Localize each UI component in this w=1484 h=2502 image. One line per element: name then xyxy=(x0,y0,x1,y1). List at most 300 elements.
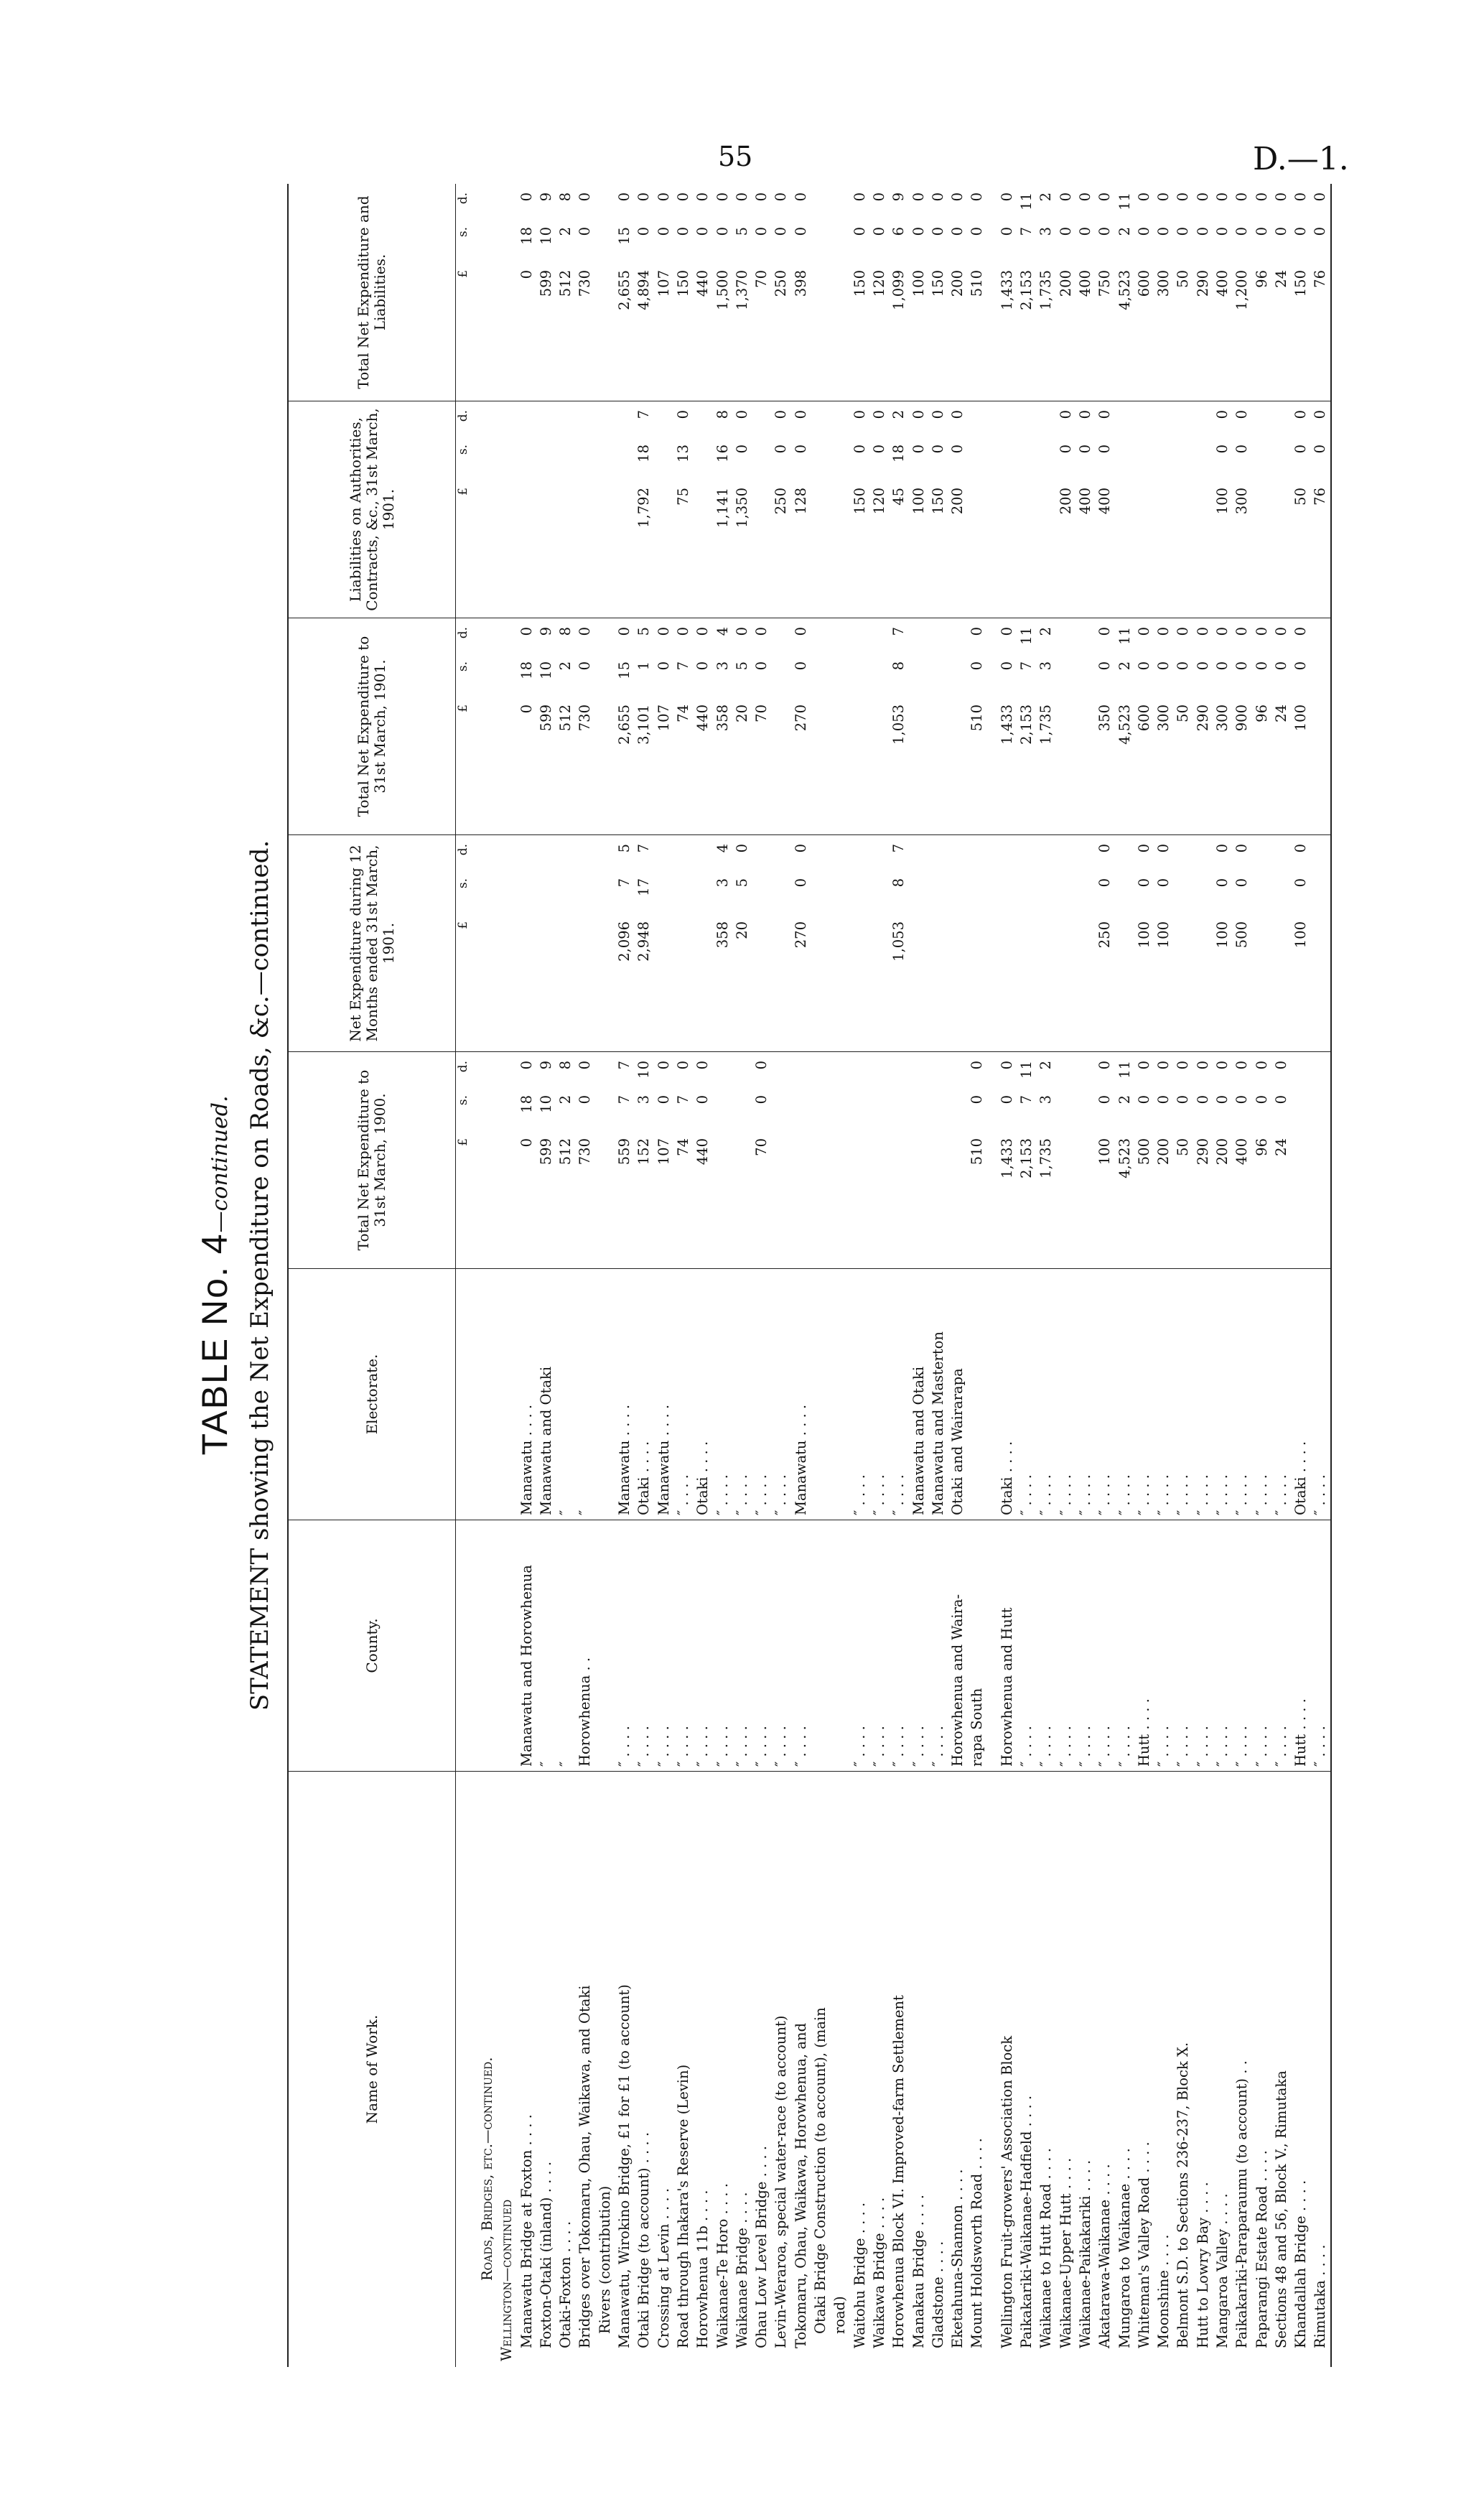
amount-part: 0 xyxy=(1213,878,1231,888)
amount-value xyxy=(1213,1061,1232,1217)
amount-part: 0 xyxy=(1096,1061,1114,1070)
amount-cell xyxy=(1173,184,1193,401)
amount-cell xyxy=(1193,834,1213,1051)
amount-value xyxy=(928,1061,948,1217)
amount-part: 0 xyxy=(635,192,653,202)
electorate-cell xyxy=(987,1268,997,1520)
amount-part: 0 xyxy=(773,192,790,202)
amount-cell xyxy=(909,401,928,618)
amount-part: 6 xyxy=(890,227,907,236)
amount-part: 0 xyxy=(792,844,809,853)
amount-value xyxy=(997,1061,1017,1217)
amount-cell xyxy=(1252,401,1271,618)
amount-value xyxy=(1271,192,1291,349)
amount-part: 1,370 xyxy=(733,270,750,310)
amount-part: 512 xyxy=(557,704,574,732)
units-blank-cell xyxy=(456,1268,477,1520)
table-row xyxy=(634,184,653,2367)
amount-cell xyxy=(869,834,889,1051)
table-row xyxy=(850,184,869,2367)
amount-part: 0 xyxy=(910,410,927,419)
amount-part: 2 xyxy=(557,1095,574,1104)
unit-pound: £ xyxy=(456,1138,470,1146)
amount-value xyxy=(1271,844,1291,1000)
amount-part: 0 xyxy=(1233,227,1251,236)
county-cell: ″ . . . . xyxy=(732,1520,752,1771)
work-name-cell: Wellington Fruit-growers' Association Block xyxy=(997,1771,1017,2367)
amount-part: 0 xyxy=(733,844,750,853)
work-name-cell: Waikanae-Te Horo . . . . xyxy=(713,1771,732,2367)
amount-part: 290 xyxy=(1194,704,1211,732)
amount-value xyxy=(791,192,811,349)
amount-cell xyxy=(1036,834,1055,1051)
amount-part: 0 xyxy=(518,704,535,714)
amount-part: 3 xyxy=(635,1095,653,1104)
amount-part: 0 xyxy=(674,410,691,419)
amount-cell xyxy=(997,184,1017,401)
amount-value xyxy=(595,627,615,783)
amount-value xyxy=(1036,627,1055,783)
amount-value xyxy=(673,627,693,783)
amount-part: 1,792 xyxy=(635,488,653,528)
work-name-cell: Crossing at Levin . . . . xyxy=(654,1771,673,2367)
amount-value xyxy=(713,1061,732,1217)
amount-cell xyxy=(1291,184,1310,401)
amount-value xyxy=(889,844,908,1000)
amount-part: 300 xyxy=(1233,488,1251,515)
amount-value xyxy=(1134,844,1154,1000)
amount-part: 1,735 xyxy=(1037,704,1055,745)
county-cell: ″ . . . . xyxy=(1232,1520,1251,1771)
amount-cell xyxy=(909,184,928,401)
table-title xyxy=(194,184,235,2367)
amount-cell xyxy=(1115,834,1134,1051)
amount-cell xyxy=(1134,401,1154,618)
amount-part: 18 xyxy=(518,1095,535,1113)
county-cell: ″ . . . . xyxy=(1213,1520,1232,1771)
work-name-cell: Mangaroa Valley . . . . xyxy=(1213,1771,1232,2367)
amount-part: 0 xyxy=(753,1061,770,1070)
amount-value xyxy=(1056,410,1075,567)
amount-value xyxy=(732,192,752,349)
amount-value xyxy=(517,410,536,567)
county-cell: ″ . . . . xyxy=(791,1520,811,1771)
amount-part: 100 xyxy=(1213,488,1231,515)
amount-part: 10 xyxy=(537,227,554,245)
table-title-main: TABLE No. 4 xyxy=(195,1232,235,1456)
amount-cell xyxy=(1115,618,1134,834)
amount-cell xyxy=(497,1051,516,1268)
header-name-of-work: Name of Work. xyxy=(289,1771,455,2367)
electorate-cell: ″ . . . . xyxy=(1213,1268,1232,1520)
amount-cell xyxy=(889,1051,908,1268)
amount-value xyxy=(556,627,575,783)
amount-part: 0 xyxy=(577,1061,594,1070)
amount-cell xyxy=(811,834,830,1051)
amount-part: 3 xyxy=(1037,227,1055,236)
amount-cell xyxy=(1115,401,1134,618)
amount-value xyxy=(1193,1061,1213,1217)
amount-cell xyxy=(830,618,849,834)
amount-value xyxy=(1036,844,1055,1000)
amount-cell xyxy=(1271,618,1291,834)
amount-value xyxy=(497,410,516,567)
amount-part: 750 xyxy=(1096,270,1114,297)
unit-pound: £ xyxy=(456,488,470,496)
table-row xyxy=(948,184,967,2367)
amount-value xyxy=(850,844,869,1000)
work-name-cell: Waikanae to Hutt Road . . . . xyxy=(1036,1771,1055,2367)
amount-part: 0 xyxy=(1233,661,1251,671)
amount-cell xyxy=(615,618,634,834)
county-cell: ″ . . . . xyxy=(1154,1520,1173,1771)
amount-part: 0 xyxy=(910,227,927,236)
work-name-cell: Waikanae-Upper Hutt . . . . xyxy=(1056,1771,1075,2367)
amount-part: 2,096 xyxy=(616,921,633,962)
electorate-cell: ″ . . . . xyxy=(1232,1268,1251,1520)
amount-cell xyxy=(752,184,771,401)
amount-value xyxy=(693,192,712,349)
amount-cell xyxy=(634,618,653,834)
amount-part: 2 xyxy=(557,227,574,236)
amount-value xyxy=(997,410,1017,567)
amount-part: 150 xyxy=(929,488,946,515)
amount-cell xyxy=(1291,834,1310,1051)
unit-pence: d. xyxy=(456,844,470,856)
amount-part: 0 xyxy=(949,445,966,454)
amount-value xyxy=(575,627,594,783)
county-cell: ″ . . . . xyxy=(1095,1520,1114,1771)
amount-cell xyxy=(1056,184,1075,401)
amount-part: 0 xyxy=(753,192,770,202)
amount-part: 8 xyxy=(890,878,907,888)
amount-part: 100 xyxy=(1213,921,1231,949)
amount-value xyxy=(517,192,536,349)
amount-value xyxy=(517,627,536,783)
amount-cell xyxy=(1154,184,1173,401)
amount-part: 599 xyxy=(537,1138,554,1166)
county-cell xyxy=(811,1520,830,1771)
amount-value xyxy=(1115,844,1134,1000)
amount-cell xyxy=(654,834,673,1051)
amount-part: 0 xyxy=(1135,661,1152,671)
amount-cell xyxy=(1095,184,1114,401)
electorate-cell: Otaki . . . . xyxy=(1291,1268,1310,1520)
amount-part: 290 xyxy=(1194,270,1211,297)
amount-part: 0 xyxy=(1155,661,1172,671)
amount-value xyxy=(1095,1061,1114,1217)
amount-value xyxy=(830,627,849,783)
amount-value xyxy=(987,192,997,349)
amount-part: 7 xyxy=(674,1095,691,1104)
electorate-cell: Otaki . . . . xyxy=(693,1268,712,1520)
amount-cell xyxy=(536,618,556,834)
amount-part: 0 xyxy=(1292,445,1310,454)
amount-part: 7 xyxy=(616,1095,633,1104)
amount-cell xyxy=(869,184,889,401)
amount-part: 0 xyxy=(694,627,711,636)
table-row xyxy=(987,184,997,2367)
amount-value xyxy=(948,192,967,349)
amount-value xyxy=(967,844,986,1000)
amount-cell xyxy=(791,834,811,1051)
amount-cell xyxy=(1252,184,1271,401)
header-liabilities: Liabilities on Authorities, Contracts, &c., 31st March, 1901. xyxy=(289,401,455,618)
amount-cell xyxy=(752,834,771,1051)
amount-cell xyxy=(1291,401,1310,618)
amount-part: 45 xyxy=(890,488,907,506)
amount-part: 0 xyxy=(674,227,691,236)
amount-cell xyxy=(948,401,967,618)
amount-part: 250 xyxy=(773,488,790,515)
amount-part: 18 xyxy=(518,661,535,679)
amount-value xyxy=(889,410,908,567)
amount-cell xyxy=(615,1051,634,1268)
amount-value xyxy=(634,1061,653,1217)
amount-cell xyxy=(1017,401,1036,618)
amount-value xyxy=(1193,410,1213,567)
county-cell: Manawatu and Horowhenua xyxy=(517,1520,536,1771)
amount-value xyxy=(1310,1061,1330,1217)
amount-value xyxy=(477,410,497,567)
amount-part: 0 xyxy=(949,410,966,419)
amount-part: 20 xyxy=(733,704,750,722)
amount-cell xyxy=(1056,834,1075,1051)
amount-part: 250 xyxy=(1096,921,1114,949)
amount-cell xyxy=(477,834,497,1051)
amount-part: 96 xyxy=(1253,270,1270,288)
amount-value xyxy=(1134,192,1154,349)
amount-cell xyxy=(987,834,997,1051)
amount-part: 0 xyxy=(1175,1095,1192,1104)
amount-part: 400 xyxy=(1076,488,1093,515)
county-cell xyxy=(477,1520,497,1771)
amount-part: 0 xyxy=(674,1061,691,1070)
table-row xyxy=(1017,184,1036,2367)
amount-part: 0 xyxy=(792,227,809,236)
amount-part: 1,141 xyxy=(714,488,731,528)
amount-part: 0 xyxy=(1253,227,1270,236)
amount-cell xyxy=(693,618,712,834)
amount-part: 5 xyxy=(733,878,750,888)
table-row xyxy=(556,184,575,2367)
amount-value xyxy=(1017,410,1036,567)
table-row xyxy=(1134,184,1154,2367)
amount-part: 200 xyxy=(1057,488,1074,515)
amount-value xyxy=(1154,1061,1173,1217)
amount-cell xyxy=(1075,834,1095,1051)
amount-cell xyxy=(1017,1051,1036,1268)
amount-cell xyxy=(928,1051,948,1268)
amount-part: 10 xyxy=(537,661,554,679)
amount-value xyxy=(997,627,1017,783)
amount-part: 7 xyxy=(616,1061,633,1070)
amount-cell xyxy=(1095,618,1114,834)
amount-cell xyxy=(1134,184,1154,401)
amount-value xyxy=(948,627,967,783)
amount-value xyxy=(1154,627,1173,783)
table-subtitle: STATEMENT showing the Net Expenditure on Roads, &c.—continued. xyxy=(246,840,274,1711)
amount-cell xyxy=(497,618,516,834)
electorate-cell: ″ . . . . xyxy=(1134,1268,1154,1520)
amount-part: 0 xyxy=(1253,1095,1270,1104)
amount-part: 0 xyxy=(1155,192,1172,202)
amount-part: 100 xyxy=(910,488,927,515)
electorate-cell: ″ . . . . xyxy=(850,1268,869,1520)
amount-value xyxy=(575,844,594,1000)
amount-part: 0 xyxy=(998,627,1015,636)
header-county: County. xyxy=(289,1520,455,1771)
table-row xyxy=(1232,184,1251,2367)
amount-cell xyxy=(1310,834,1330,1051)
electorate-cell xyxy=(477,1268,497,1520)
amount-part: 0 xyxy=(1213,445,1231,454)
amount-part: 0 xyxy=(969,227,986,236)
amount-part: 0 xyxy=(694,1061,711,1070)
units-cell xyxy=(456,618,477,834)
table-row xyxy=(1310,184,1330,2367)
amount-part: 120 xyxy=(870,488,887,515)
amount-part: 0 xyxy=(1155,844,1172,853)
amount-cell xyxy=(1213,1051,1232,1268)
amount-value xyxy=(869,192,889,349)
amount-cell xyxy=(889,834,908,1051)
amount-value xyxy=(1095,627,1114,783)
amount-value xyxy=(1291,1061,1310,1217)
amount-value xyxy=(634,410,653,567)
amount-value xyxy=(615,844,634,1000)
amount-cell xyxy=(1193,618,1213,834)
amount-value xyxy=(1271,1061,1291,1217)
header-exp-1901: Total Net Expenditure to 31st March, 1901. xyxy=(289,618,455,834)
amount-value xyxy=(928,844,948,1000)
amount-cell xyxy=(1310,1051,1330,1268)
amount-value xyxy=(595,192,615,349)
amount-part: 0 xyxy=(1194,661,1211,671)
amount-part: 50 xyxy=(1292,488,1310,506)
work-name-cell: Otaki Bridge (to account) . . . . xyxy=(634,1771,653,2367)
amount-cell xyxy=(791,618,811,834)
amount-part: 0 xyxy=(1272,192,1289,202)
amount-cell xyxy=(850,401,869,618)
amount-part: 4 xyxy=(714,627,731,636)
amount-part: 0 xyxy=(1096,1095,1114,1104)
amount-part: 300 xyxy=(1155,270,1172,297)
amount-part: 0 xyxy=(929,445,946,454)
amount-value xyxy=(1154,192,1173,349)
amount-value xyxy=(536,844,556,1000)
table-row xyxy=(771,184,790,2367)
amount-part: 2,153 xyxy=(1018,1138,1035,1178)
amount-cell xyxy=(536,184,556,401)
table-row xyxy=(654,184,673,2367)
amount-part: 0 xyxy=(518,192,535,202)
amount-part: 0 xyxy=(998,1061,1015,1070)
table-row xyxy=(1056,184,1075,2367)
amount-cell xyxy=(1232,618,1251,834)
amount-part: 5 xyxy=(616,844,633,853)
amount-cell xyxy=(987,401,997,618)
amount-part: 0 xyxy=(1096,844,1114,853)
amount-cell xyxy=(713,184,732,401)
amount-part: 9 xyxy=(537,627,554,636)
amount-part: 7 xyxy=(890,844,907,853)
amount-cell xyxy=(791,1051,811,1268)
amount-cell xyxy=(997,618,1017,834)
county-cell: Horowhenua and Hutt xyxy=(997,1520,1017,1771)
amount-cell xyxy=(1271,1051,1291,1268)
unit-shilling: s. xyxy=(456,227,470,238)
amount-cell xyxy=(497,834,516,1051)
amount-part: 2,153 xyxy=(1018,270,1035,310)
amount-part: 0 xyxy=(1253,1061,1270,1070)
unit-shilling: s. xyxy=(456,878,470,889)
amount-value xyxy=(752,192,771,349)
table-row xyxy=(673,184,693,2367)
amount-part: 5 xyxy=(733,227,750,236)
amount-part: 270 xyxy=(792,921,809,949)
amount-cell xyxy=(948,184,967,401)
amount-part: 0 xyxy=(1057,227,1074,236)
amount-value xyxy=(1115,1061,1134,1217)
amount-part: 50 xyxy=(1175,270,1192,288)
amount-value xyxy=(987,844,997,1000)
electorate-cell: Manawatu . . . . xyxy=(517,1268,536,1520)
work-name-cell: Road through Ihakara's Reserve (Levin) xyxy=(673,1771,693,2367)
amount-value xyxy=(1252,1061,1271,1217)
amount-cell xyxy=(1075,184,1095,401)
amount-part: 0 xyxy=(1135,227,1152,236)
work-name-cell: Belmont S.D. to Sections 236-237, Block X. xyxy=(1173,1771,1193,2367)
amount-part: 0 xyxy=(655,661,672,671)
amount-cell xyxy=(517,184,536,401)
amount-part: 0 xyxy=(616,627,633,636)
amount-part: 50 xyxy=(1175,704,1192,722)
amount-part: 2 xyxy=(1037,192,1055,202)
amount-cell xyxy=(1252,1051,1271,1268)
amount-cell xyxy=(732,401,752,618)
amount-value xyxy=(673,410,693,567)
amount-value xyxy=(536,410,556,567)
amount-part: 500 xyxy=(1233,921,1251,949)
amount-cell xyxy=(497,401,516,618)
amount-cell xyxy=(693,1051,712,1268)
amount-part: 0 xyxy=(1292,192,1310,202)
amount-part: 0 xyxy=(1155,627,1172,636)
amount-value xyxy=(1075,1061,1095,1217)
amount-part: 4,523 xyxy=(1116,270,1133,310)
amount-part: 0 xyxy=(1194,1095,1211,1104)
amount-cell xyxy=(654,184,673,401)
amount-value xyxy=(909,844,928,1000)
table-row xyxy=(830,184,849,2367)
amount-cell xyxy=(830,834,849,1051)
amount-value xyxy=(1134,627,1154,783)
electorate-cell: ″ . . . . xyxy=(1017,1268,1036,1520)
amount-value xyxy=(1173,410,1193,567)
work-name-cell: road) xyxy=(830,1771,849,2367)
work-name-cell: Sections 48 and 56, Block V., Rimutaka xyxy=(1271,1771,1291,2367)
amount-part: 2,948 xyxy=(635,921,653,962)
amount-value xyxy=(732,1061,752,1217)
amount-value xyxy=(811,1061,830,1217)
amount-cell xyxy=(850,184,869,401)
county-cell: ″ . . . . xyxy=(752,1520,771,1771)
table-row xyxy=(791,184,811,2367)
electorate-cell: Manawatu . . . . xyxy=(654,1268,673,1520)
amount-cell xyxy=(1075,1051,1095,1268)
amount-part: 7 xyxy=(1018,661,1035,671)
